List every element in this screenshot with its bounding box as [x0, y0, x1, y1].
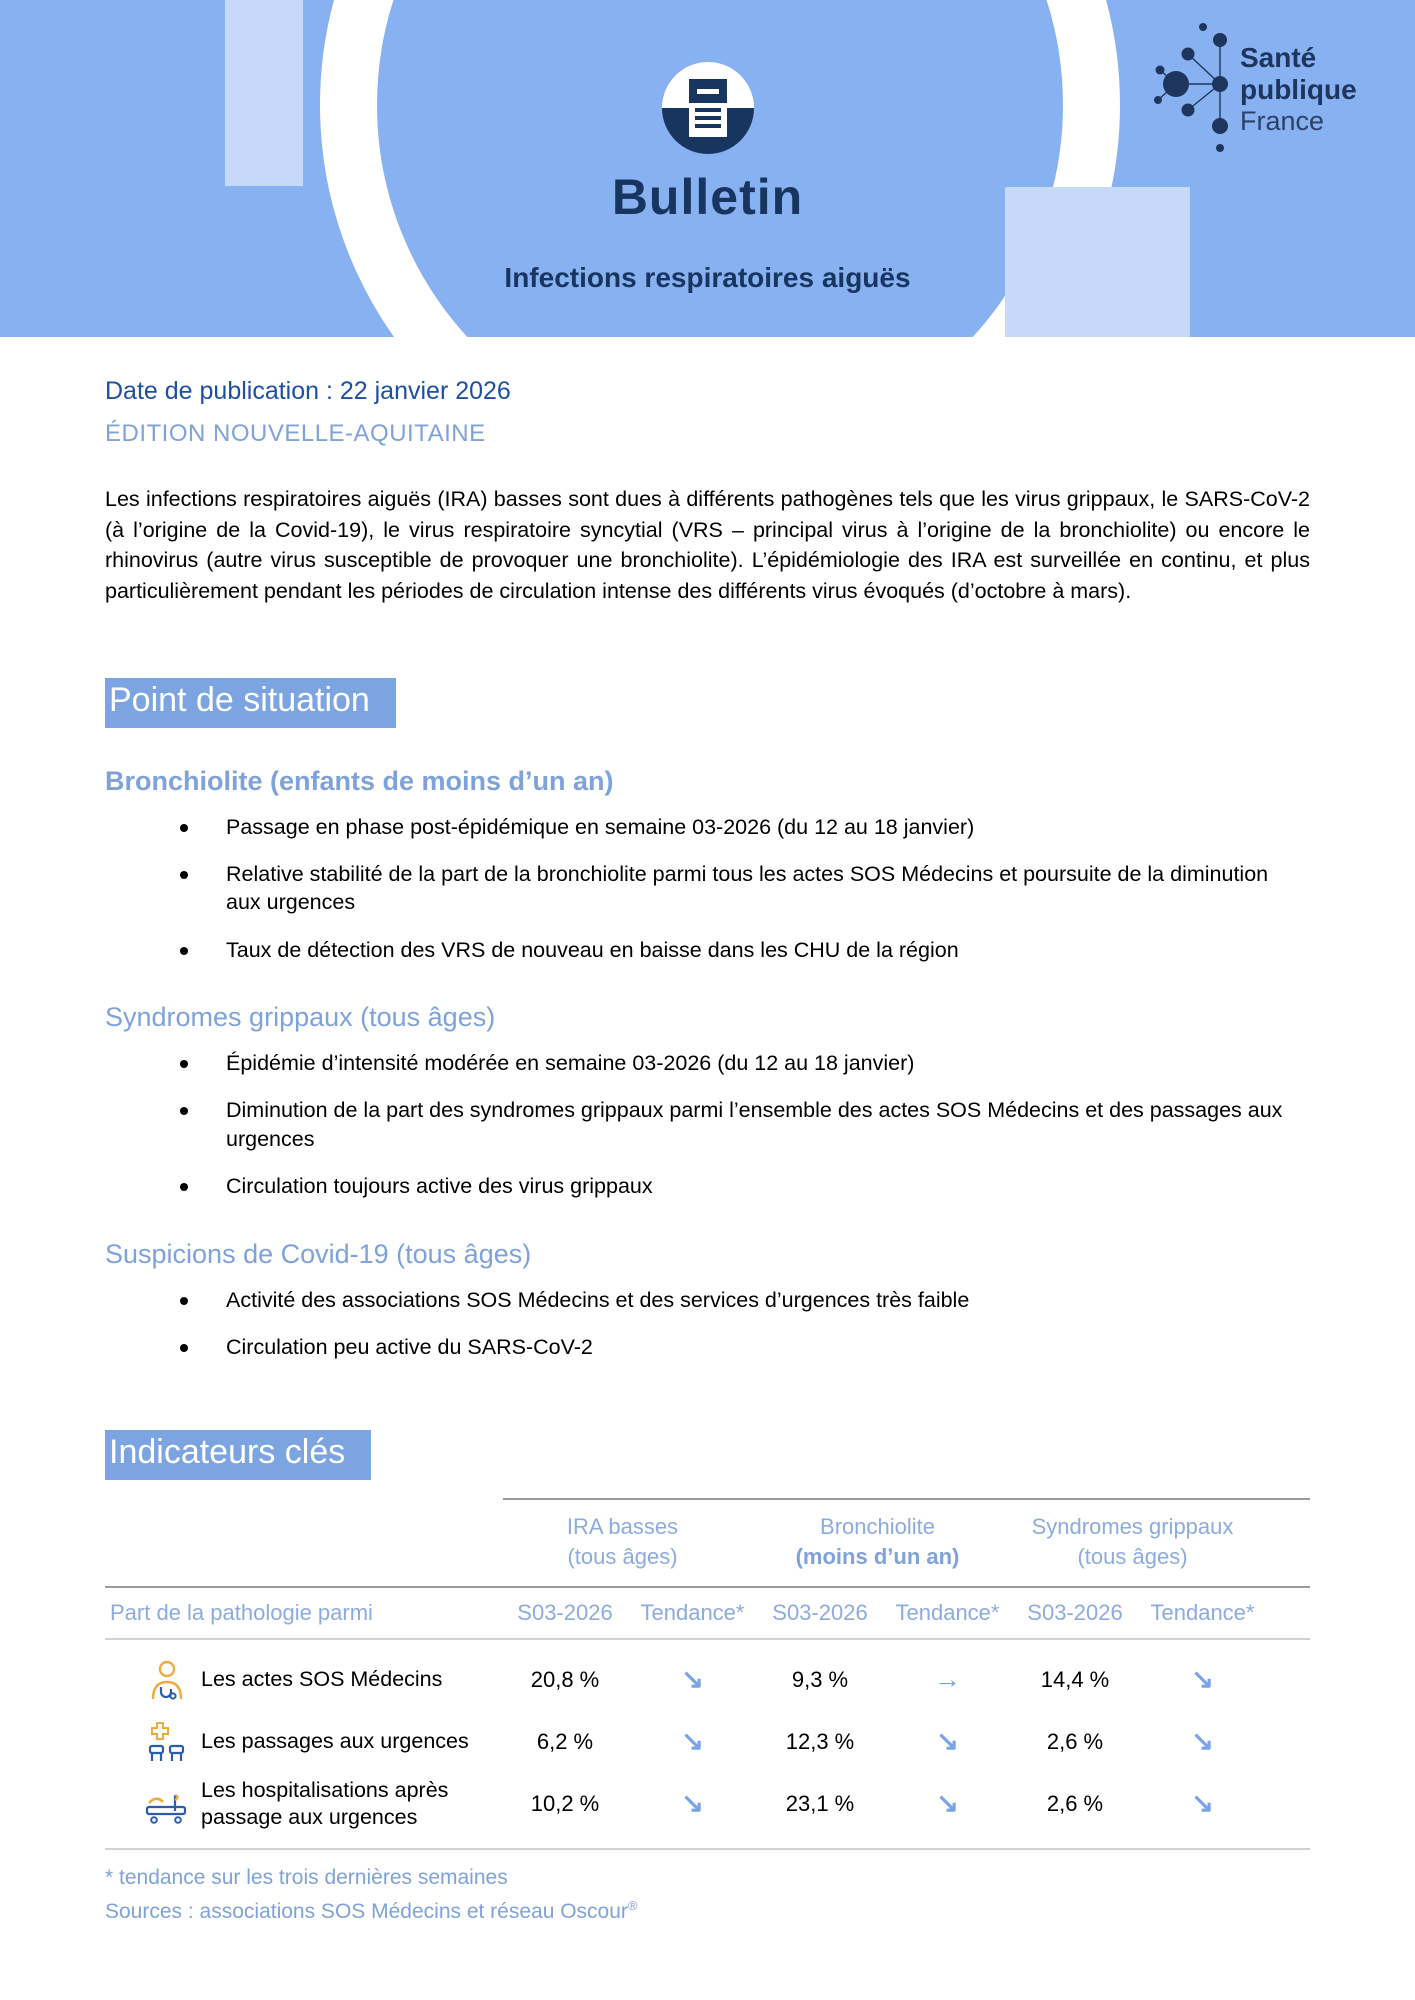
page-subtitle: Infections respiratoires aiguës [504, 262, 911, 293]
bullet-list [178, 813, 1310, 965]
indicator-value: 10,2 % [530, 1790, 600, 1816]
logo-text-sante: Santé [1240, 42, 1317, 73]
indicator-value: 9,3 % [791, 1666, 849, 1692]
logo-text-france: France [1240, 106, 1325, 136]
indicator-value: 2,6 % [1046, 1728, 1104, 1754]
bulletin-header [0, 0, 1415, 337]
bullet-item: Passage en phase post-épidémique en semaine 03-2026 (du 12 au 18 janvier) [178, 813, 1286, 841]
doctor-icon [147, 1659, 187, 1701]
sante-publique-france-logo [1148, 22, 1360, 157]
bullet-item: Épidémie d’intensité modérée en semaine 03-2026 (du 12 au 18 janvier) [178, 1049, 1286, 1077]
table-footnote: * tendance sur les trois dernières semaines [105, 1865, 508, 1889]
hospital-bed-icon [145, 1783, 189, 1825]
indicator-value: 14,4 % [1040, 1666, 1110, 1692]
trend-arrow: ↘ [681, 1726, 704, 1757]
row-header-label: Part de la pathologie parmi [110, 1599, 373, 1625]
bullet-item: Circulation toujours active des virus grippaux [178, 1172, 1286, 1200]
emergency-room-icon [147, 1720, 187, 1764]
indicator-value: 2,6 % [1046, 1790, 1104, 1816]
logo-text-publique: publique [1240, 74, 1357, 105]
bullet-item: Taux de détection des VRS de nouveau en baisse dans les CHU de la région [178, 936, 1286, 964]
bullet-item: Relative stabilité de la part de la bronchiolite parmi tous les actes SOS Médecins et poursuite de la diminution aux urgences [178, 860, 1286, 917]
row-label: Les actes SOS Médecins [201, 1667, 443, 1692]
section-title: Syndromes grippaux (tous âges) [105, 1002, 496, 1033]
publication-date: Date de publication : 22 janvier 2026 [105, 377, 511, 405]
table-subheader-row [105, 1588, 1310, 1638]
situation-section [105, 1239, 1310, 1362]
trend-arrow: ↘ [936, 1726, 959, 1757]
subheader-week: S03-2026 [517, 1599, 613, 1625]
indicator-value: 23,1 % [785, 1790, 855, 1816]
trend-arrow: → [934, 1664, 961, 1695]
indicator-value: 12,3 % [785, 1728, 855, 1754]
table-bottom-rule [105, 1848, 1310, 1850]
trend-arrow: ↘ [1191, 1726, 1214, 1757]
trend-arrow: ↘ [681, 1664, 704, 1695]
section-heading-indicateurs-cles: Indicateurs clés [105, 1430, 371, 1480]
section-title: Bronchiolite (enfants de moins d’un an) [105, 765, 614, 796]
table-row [105, 1652, 1310, 1708]
section-title: Suspicions de Covid-19 (tous âges) [105, 1238, 532, 1269]
indicator-value: 6,2 % [536, 1728, 594, 1754]
bullet-list [178, 1049, 1310, 1201]
indicator-rows [105, 1640, 1310, 1848]
subheader-week: S03-2026 [772, 1599, 868, 1625]
situation-section [105, 766, 1310, 965]
table-row [105, 1714, 1310, 1770]
logo-network-icon [1148, 22, 1360, 152]
bullet-list [178, 1286, 1310, 1362]
table-column-groups [105, 1500, 1310, 1585]
trend-arrow: ↘ [936, 1788, 959, 1819]
subheader-trend: Tendance* [640, 1599, 745, 1625]
registered-mark: ® [627, 1897, 638, 1913]
row-label: Les hospitalisations après passage aux urgences [201, 1777, 449, 1829]
situation-section [105, 1002, 1310, 1201]
situation-sections [105, 766, 1310, 1362]
subheader-trend: Tendance* [1150, 1599, 1255, 1625]
bullet-item: Activité des associations SOS Médecins et des services d’urgences très faible [178, 1286, 1286, 1314]
indicator-value: 20,8 % [530, 1666, 600, 1692]
section-heading-point-de-situation: Point de situation [105, 678, 396, 728]
bullet-item: Circulation peu active du SARS-CoV-2 [178, 1333, 1286, 1361]
table-sources: Sources : associations SOS Médecins et réseau Oscour® [105, 1897, 638, 1923]
row-label: Les passages aux urgences [201, 1729, 469, 1754]
trend-arrow: ↘ [1191, 1788, 1214, 1819]
trend-arrow: ↘ [1191, 1664, 1214, 1695]
subheader-week: S03-2026 [1027, 1599, 1123, 1625]
bulletin-body [0, 377, 1415, 1924]
subheader-trend: Tendance* [895, 1599, 1000, 1625]
intro-paragraph: Les infections respiratoires aiguës (IRA) basses sont dues à différents pathogènes tels que les virus grippaux, le SARS-CoV-2 (à l’origine de la Covid-19), le virus respiratoire syncytial (VRS – principal virus à l’origine de la bronchiolite) ou encore le rhinovirus (autre virus susceptible de provoquer une bronchiolite). L’épidémiologie des IRA est surveillée en continu, et plus particulièrement pendant les périodes de circulation intense des différents virus évoqués (d’octobre à mars). [105, 487, 1310, 603]
column-group-ira-basses: IRA basses (tous âges) [566, 1514, 679, 1569]
bullet-item: Diminution de la part des syndromes grippaux parmi l’ensemble des actes SOS Médecins et des passages aux urgences [178, 1096, 1286, 1153]
trend-arrow: ↘ [681, 1788, 704, 1819]
table-row [105, 1776, 1310, 1832]
column-group-bronchiolite: Bronchiolite (moins d’un an) [795, 1514, 960, 1569]
header-content [0, 0, 1415, 337]
indicators-table [105, 1498, 1310, 1923]
page-title: Bulletin [611, 169, 804, 225]
edition-label: ÉDITION NOUVELLE-AQUITAINE [105, 420, 486, 447]
column-group-syndromes-grippaux: Syndromes grippaux (tous âges) [1031, 1514, 1234, 1569]
bulletin-document-icon [662, 62, 754, 154]
